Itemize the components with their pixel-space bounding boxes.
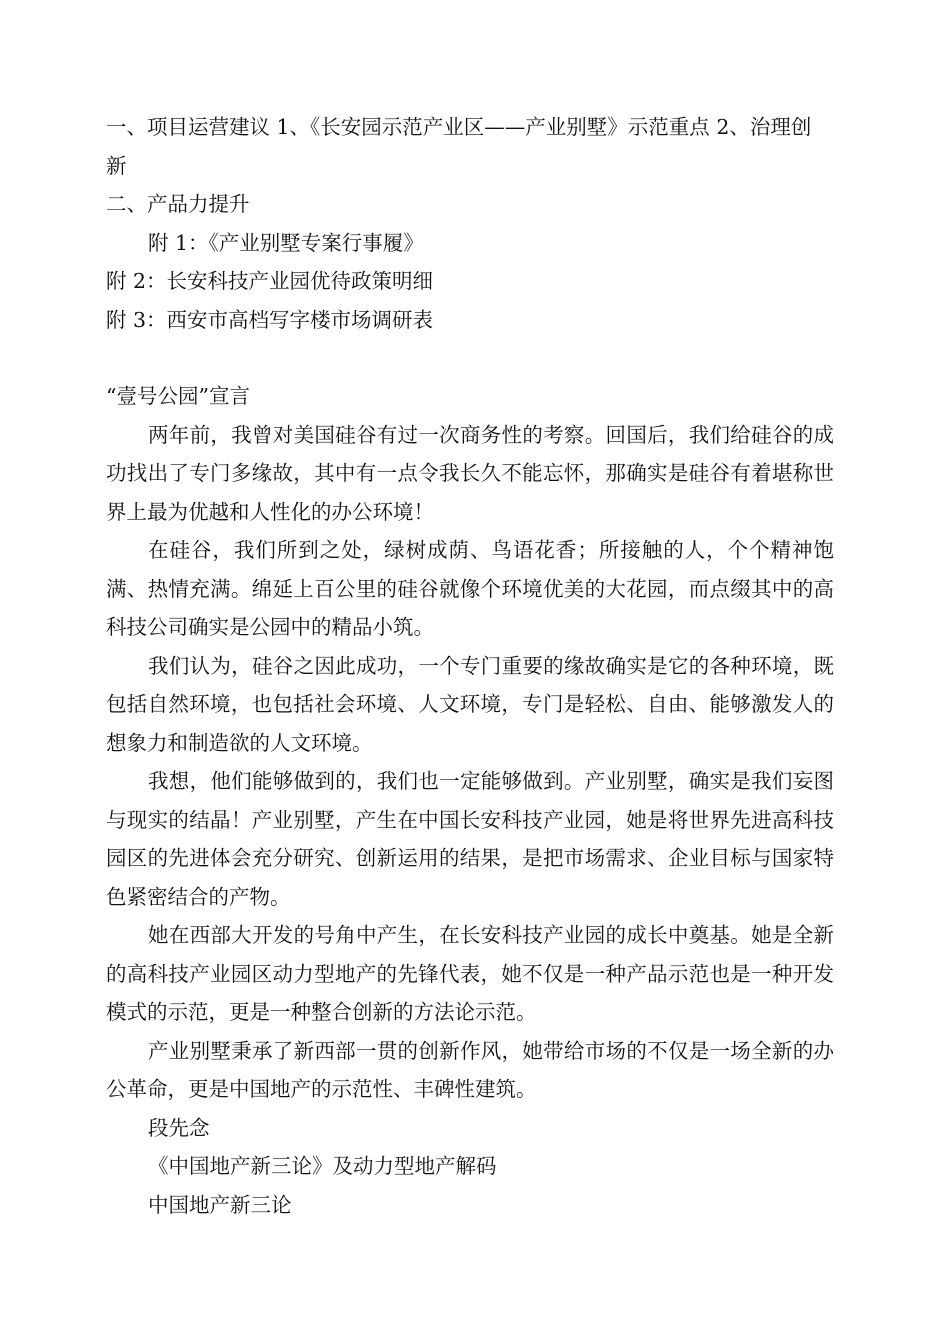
appendix-3: 附 3：西安市高档写字楼市场调研表: [106, 307, 434, 332]
declaration-paragraph: 在硅谷，我们所到之处，绿树成荫、鸟语花香；所接触的人，个个精神饱满、热情充满。绵延上百公里的硅谷就像个环境优美的大花园，而点缀其中的高科技公司确实是公园中的精品小筑。: [106, 538, 834, 639]
toc-line-1: 一、项目运营建议 1、《长安园示范产业区——产业别墅》示范重点 2、治理创: [106, 115, 812, 139]
declaration-paragraph: 两年前，我曾对美国硅谷有过一次商务性的考察。回国后，我们给硅谷的成功找出了专门多缘故，其中有一点令我长久不能忘怀，那确实是硅谷有着堪称世界上最为优越和人性化的办公环境！: [106, 422, 834, 524]
declaration-paragraph: 我想，他们能够做到的，我们也一定能够做到。产业别墅，确实是我们妄图与现实的结晶！产业别墅，产生在中国长安科技产业园，她是将世界先进高科技园区的先进体会充分研究、创新运用的结果，是把市场需求、企业目标与国家特色紧密结合的产物。: [106, 769, 834, 909]
appendix-1: 附 1：《产业别墅专案行事履》: [148, 230, 424, 255]
toc-line-2: 二、产品力提升: [106, 192, 250, 216]
section-heading: 《中国地产新三论》及动力型地产解码: [148, 1154, 497, 1178]
blank-line: [106, 339, 834, 377]
document-page: [106, 108, 834, 1224]
declaration-paragraph: 产业别墅秉承了新西部一贯的创新作风，她带给市场的不仅是一场全新的办公革命，更是中国地产的示范性、丰碑性建筑。: [106, 1038, 834, 1101]
toc-line-1-continued: 新: [106, 153, 127, 178]
declaration-paragraph: 她在西部大开发的号角中产生，在长安科技产业园的成长中奠基。她是全新的高科技产业园区动力型地产的先锋代表，她不仅是一种产品示范也是一种开发模式的示范，更是一种整合创新的方法论示范。: [106, 923, 834, 1024]
appendix-2: 附 2：长安科技产业园优待政策明细: [106, 269, 434, 293]
declaration-paragraph: 我们认为，硅谷之因此成功，一个专门重要的缘故确实是它的各种环境，既包括自然环境，也包括社会环境、人文环境，专门是轻松、自由、能够激发人的想象力和制造欲的人文环境。: [106, 653, 834, 755]
author-name: 段先念: [148, 1115, 210, 1140]
declaration-title: “壹号公园”宣言: [106, 384, 250, 408]
section-subheading: 中国地产新三论: [148, 1192, 292, 1217]
